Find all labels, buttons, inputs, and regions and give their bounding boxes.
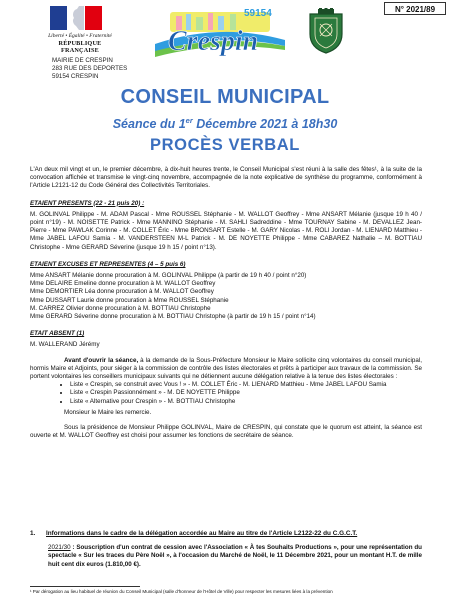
list-item: • Liste « Crespin, se construit avec Vous ! » - M. COLLET Éric - M. LIENARD Matthieu - Mme JABEL LAFOU Samia	[70, 381, 422, 389]
excuse-line: Mme GERARD Séverine donne procuration à M. BOTTIAU Christophe (à partir de 19 h 15 / point n°14)	[30, 313, 316, 321]
logo-postcode: 59154	[244, 8, 272, 19]
excuse-line: Mme DELAIRE Emeline donne procuration à M. WALLOT Geoffrey	[30, 280, 216, 288]
rf-name: RÉPUBLIQUE FRANÇAISE	[58, 40, 102, 54]
intro-paragraph: L'An deux mil vingt et un, le premier décembre, à dix-huit heures trente, le Conseil Municipal s'est réuni à la salle des fêtes¹, à la suite de la convocation affichée et transmise le vingt-cinq novembre, accompagnée de la note explicative de synthèse du programme, conformément à l'Article L2121-12 du Code Général des Collectivités Territoriales.	[30, 166, 422, 190]
list-item: • Liste « Alternative pour Crespin » - M. BOTTIAU Christophe	[70, 398, 422, 406]
marianne-flag-logo	[50, 6, 102, 30]
session-date-pre: Séance du 1	[112, 117, 186, 132]
flag-blue	[50, 6, 67, 30]
flag-white	[67, 6, 84, 30]
excuse-line: Mme ANSART Mélanie donne procuration à M. GOLINVAL Philippe (à partir de 19 h 40 / point n°20)	[30, 272, 307, 280]
list-item: • Liste « Crespin Passionnément » - M. DE NOYETTE Philippe	[70, 389, 422, 397]
seance-text: à la demande de la Sous-Préfecture Monsieur le Maire sollicite cinq volontaires du conseil municipal, hormis Maire et Adjoints, pour siéger à la commission de contrôle des listes électorales et prêts à participer aux travaux de la commission. Se portent volontaires les conseillers municipaux suivants qui ne détiennent aucune délégation relative à la tenue des listes électorales :	[30, 356, 422, 381]
excuses-heading: ETAIENT EXCUSES ET REPRESENTES (4 – 5 puis 6)	[30, 260, 186, 268]
seance-paragraph	[30, 357, 422, 382]
rf-motto: Liberté • Égalité • Fraternité	[48, 33, 112, 39]
volunteers-list	[30, 381, 422, 406]
excuse-line: M. CARREZ Olivier donne procuration à M. BOTTIAU Christophe	[30, 304, 211, 312]
mairie-address	[52, 57, 127, 81]
mairie-line: 283 RUE DES DEPORTES	[52, 65, 128, 72]
footnote: ¹ Par dérogation au lieu habituel de réunion du Conseil Municipal (salle d'honneur de l'Hôtel de Ville) pour respecter les mesures liées à la prévention	[30, 589, 333, 594]
document-number: N° 2021/89	[384, 2, 446, 15]
excuse-line: Mme DUSSART Laurie donne procuration à Mme ROUSSEL Stéphanie	[30, 296, 229, 304]
thanks-line: Monsieur le Maire les remercie.	[64, 408, 152, 416]
republique-francaise-block	[40, 33, 120, 54]
presents-heading: ETAIENT PRESENTS (22 - 21 puis 20) :	[30, 199, 145, 207]
document-subtitle: PROCÈS VERBAL	[150, 136, 300, 154]
agenda-item-1	[30, 530, 422, 537]
agenda-item-number: 1.	[30, 530, 36, 537]
marianne-profile-icon	[67, 6, 84, 30]
footnote-divider	[30, 586, 140, 587]
minutes-body	[30, 166, 422, 440]
mairie-line: MAIRIE DE CRESPIN	[52, 57, 113, 64]
town-crest-icon	[306, 8, 346, 54]
flag-red	[85, 6, 102, 30]
presents-list: M. GOLINVAL Philippe - M. ADAM Pascal - Mme ROUSSEL Stéphanie - M. WALLOT Geoffrey - Mme ANSART Mélanie (jusque 19 h 40 / point n°19) - M. NOISETTE Patrick - Mme MANNINO Stéphanie - M. SAHLI Sadreddine - Mme TOURNAY Sabine - M. DEVALLEZ Jean-Pierre - Mme PAWLAK Corinne - M. COLLET Éric - Mme BRONSART Estelle - M. GARY Nicolas - M. ROLI Jordan - M. LIENARD Matthieu - Mme JABEL LAFOU Samia - M. VANDERSTEEN M-L Patrick - M. DE NOYETTE Philippe - Mme CABAREZ Nathalie – M. BOTTIAU Christophe - Mme GERARD Séverine (jusque 19 h 15 / point n°13).	[30, 210, 422, 251]
decision-text: : Souscription d'un contrat de cession avec l'Association « À tes Souhaits Productions », pour une représentation du spectacle « Sur les traces du Père Noël », à l'occasion du Marché de Noël, le 11 Décembre 2021, pour un montant H.T. de mille huit cent dix euros (1.810,00 €).	[48, 544, 422, 568]
session-date	[0, 116, 450, 131]
excuse-line: Mme DEMORTIER Léa donne procuration à M. WALLOT Geoffrey	[30, 288, 214, 296]
presidence-paragraph: Sous la présidence de Monsieur Philippe GOLINVAL, Maire de CRESPIN, qui constate que le quorum est atteint, la séance est ouverte et M. WALLOT Geoffrey est choisi pour assumer les fonctions de secrétaire de séance.	[30, 424, 422, 440]
mairie-line: 59154 CRESPIN	[52, 73, 99, 80]
decision-paragraph	[48, 544, 422, 569]
decision-ref: 2021/30	[48, 544, 71, 551]
session-date-sup: er	[185, 116, 193, 125]
logo-name: Crespin	[168, 26, 259, 57]
absent-heading: ETAIT ABSENT (1)	[30, 330, 85, 338]
session-date-post: Décembre 2021 à 18h30	[192, 117, 338, 132]
agenda-item-title: Informations dans le cadre de la délégation accordée au Maire au titre de l'Article L2122-22 du C.G.C.T.	[46, 530, 358, 537]
absent-line: M. WALLERAND Jérémy	[30, 341, 100, 349]
crespin-logo	[150, 4, 290, 66]
seance-lead: Avant d'ouvrir la séance,	[64, 356, 139, 364]
page-title: CONSEIL MUNICIPAL	[120, 86, 330, 108]
